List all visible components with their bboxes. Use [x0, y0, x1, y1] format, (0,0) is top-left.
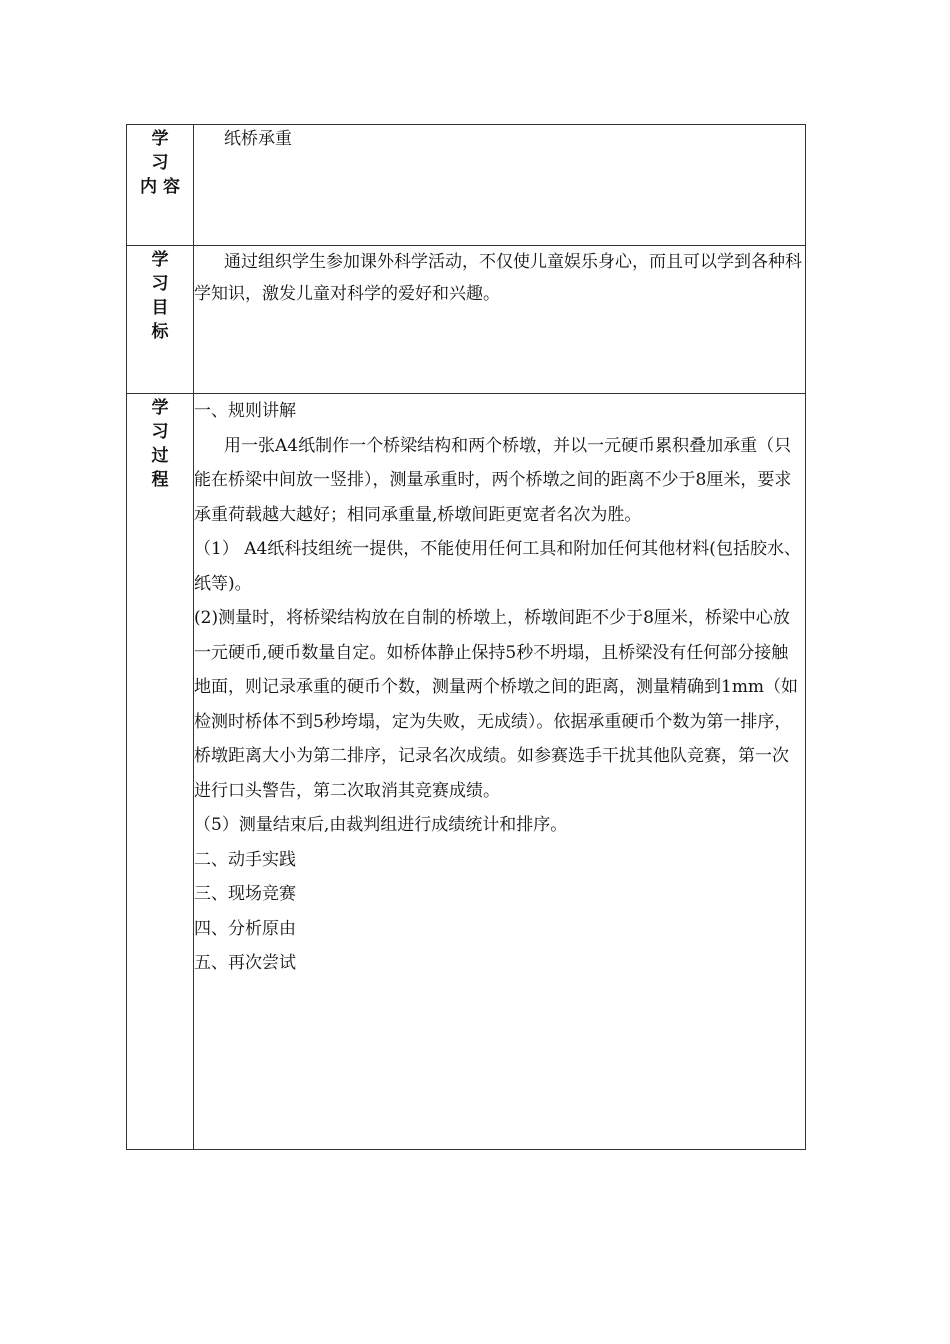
section-heading-retry: 五、再次尝试 [194, 953, 296, 973]
rule-item-1: （1） A4纸科技组统一提供，不能使用任何工具和附加任何其他材料(包括胶水、纸等)。 [194, 539, 801, 594]
section-heading-rules: 一、规则讲解 [194, 401, 296, 421]
cell-learning-content [194, 125, 806, 246]
row-learning-process [127, 394, 806, 1150]
rule-item-2: (2)测量时，将桥梁结构放在自制的桥墩上，桥墩间距不少于8厘米，桥梁中心放一元硬币,硬币数量自定。如桥体静止保持5秒不坍塌，且桥梁没有任何部分接触地面，则记录承重的硬币个数，测量两个桥墩之间的距离，测量精确到1mm（如检测时桥体不到5秒垮塌，定为失败，无成绩）。依据承重硬币个数为第一排序，桥墩距离大小为第二排序，记录名次成绩。如参赛选手干扰其他队竞赛，第一次进行口头警告，第二次取消其竞赛成绩。 [194, 608, 799, 801]
label-char: 程 [151, 470, 169, 490]
label-char: 学 [151, 398, 169, 418]
label-char: 习 [151, 274, 169, 294]
label-char: 学 [151, 250, 169, 270]
label-stack [127, 394, 193, 492]
process-body [194, 394, 805, 981]
label-learning-goal [127, 246, 194, 394]
lesson-title: 纸桥承重 [224, 129, 292, 149]
row-learning-content [127, 125, 806, 246]
label-char: 习 [151, 422, 169, 442]
label-char: 过 [151, 446, 169, 466]
label-learning-process [127, 394, 194, 1150]
lesson-plan-table [126, 124, 806, 1150]
rule-item-5: （5）测量结束后,由裁判组进行成绩统计和排序。 [194, 815, 568, 835]
section-heading-practice: 二、动手实践 [194, 849, 296, 870]
label-char: 标 [151, 322, 169, 342]
label-char: 学 [151, 129, 169, 149]
label-stack [127, 246, 193, 344]
label-char: 目 [151, 298, 169, 318]
row-learning-goal [127, 246, 806, 394]
label-stack [127, 125, 193, 199]
cell-learning-goal [194, 246, 806, 394]
section-heading-competition: 三、现场竞赛 [194, 884, 296, 904]
label-learning-content [127, 125, 194, 246]
label-char: 习 [151, 153, 169, 173]
rules-paragraph: 用一张A4纸制作一个桥梁结构和两个桥墩，并以一元硬币累积叠加承重（只能在桥梁中间放一竖排），测量承重时，两个桥墩之间的距离不少于8厘米，要求承重荷载越大越好；相同承重量,桥墩间距更宽者名次为胜。 [194, 435, 792, 525]
goal-paragraph: 通过组织学生参加课外科学活动，不仅使儿童娱乐身心，而且可以学到各种科学知识，激发儿童对科学的爱好和兴趣。 [194, 252, 802, 304]
section-heading-analysis: 四、分析原由 [194, 918, 296, 939]
cell-learning-process [194, 394, 806, 1150]
label-char: 内 容 [140, 177, 180, 197]
